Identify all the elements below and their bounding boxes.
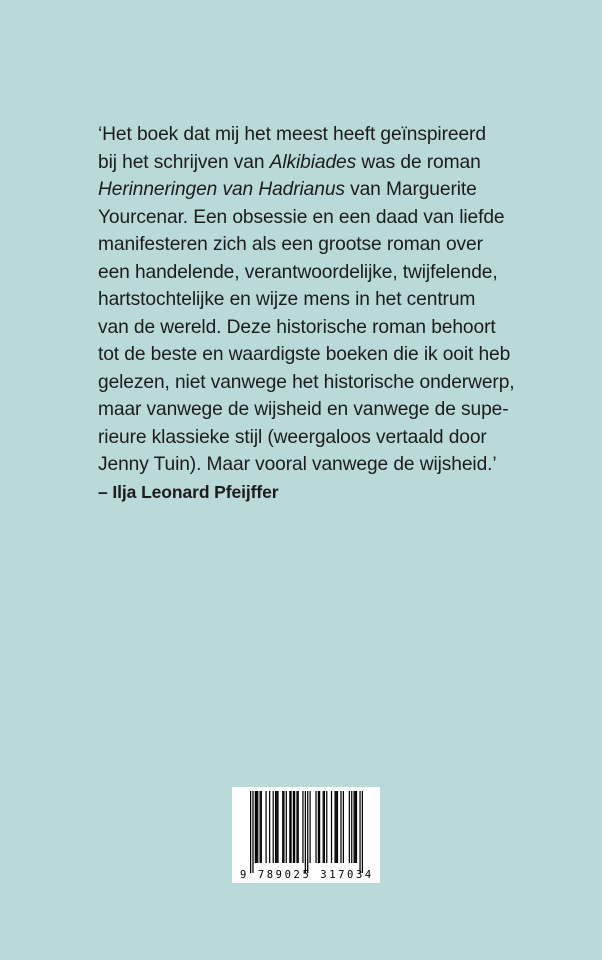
blurb-line — [98, 149, 518, 177]
blurb-text: tot de beste en waardigste boeken die ik ooit heb — [98, 344, 511, 365]
blurb-line — [98, 424, 518, 452]
blurb-line — [98, 451, 518, 479]
blurb-text: manifesteren zich als een grootse roman over — [98, 234, 483, 255]
blurb-text: was de roman — [356, 151, 481, 173]
isbn-barcode — [232, 787, 380, 883]
blurb-line — [98, 369, 518, 397]
blurb-text: een handelende, verantwoordelijke, twijfelende, — [98, 261, 498, 283]
blurb-line — [98, 341, 518, 369]
book-title: Alkibiades — [269, 151, 357, 173]
blurb-quote — [98, 121, 518, 479]
blurb-line — [98, 314, 518, 342]
blurb-line — [98, 204, 518, 232]
quote-attribution: – Ilja Leonard Pfeijffer — [98, 481, 279, 502]
blurb-text: bij het schrijven van — [98, 151, 270, 173]
blurb-line — [98, 286, 518, 314]
blurb-text: Jenny Tuin). Maar vooral vanwege de wijsheid.’ — [98, 454, 497, 475]
barcode-bars — [250, 791, 363, 873]
blurb-text: rieure klassieke stijl (weergaloos vertaald door — [98, 426, 487, 448]
isbn-number: 9 789025 317034 — [240, 869, 374, 881]
blurb-text: gelezen, niet vanwege het historische onderwerp, — [98, 371, 515, 393]
blurb-text: ‘Het boek dat mij het meest heeft geïnspireerd — [98, 124, 486, 145]
blurb-line — [98, 176, 518, 204]
blurb-text: hartstochtelijke en wijze mens in het centrum — [98, 289, 476, 310]
back-cover-blurb — [98, 121, 518, 506]
blurb-text: maar vanwege de wijsheid en vanwege de supe- — [98, 399, 509, 420]
book-title: Herinneringen van Hadrianus — [98, 179, 345, 200]
blurb-text: Yourcenar. Een obsessie en een daad van liefde — [98, 206, 505, 228]
blurb-line — [98, 231, 518, 259]
blurb-text: van Marguerite — [344, 179, 477, 200]
blurb-text: van de wereld. Deze historische roman behoort — [98, 316, 496, 338]
blurb-line — [98, 259, 518, 287]
blurb-line — [98, 121, 518, 149]
blurb-line — [98, 396, 518, 424]
